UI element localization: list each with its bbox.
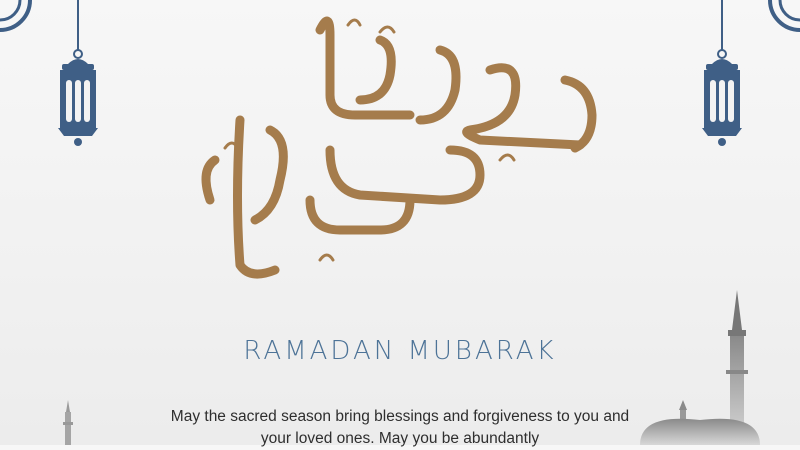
lantern-icon [688,0,756,150]
ramadan-calligraphy [180,0,620,290]
greeting-message: May the sacred season bring blessings and forgiveness to you and your loved ones. May you be abundantly [170,408,630,447]
greeting-title: RAMADAN MUBARAK [243,336,557,366]
minaret-icon [58,400,82,445]
lantern-icon [44,0,112,150]
ornament-icon [750,0,800,40]
mosque-icon [600,285,800,445]
ornament-icon [0,0,50,40]
